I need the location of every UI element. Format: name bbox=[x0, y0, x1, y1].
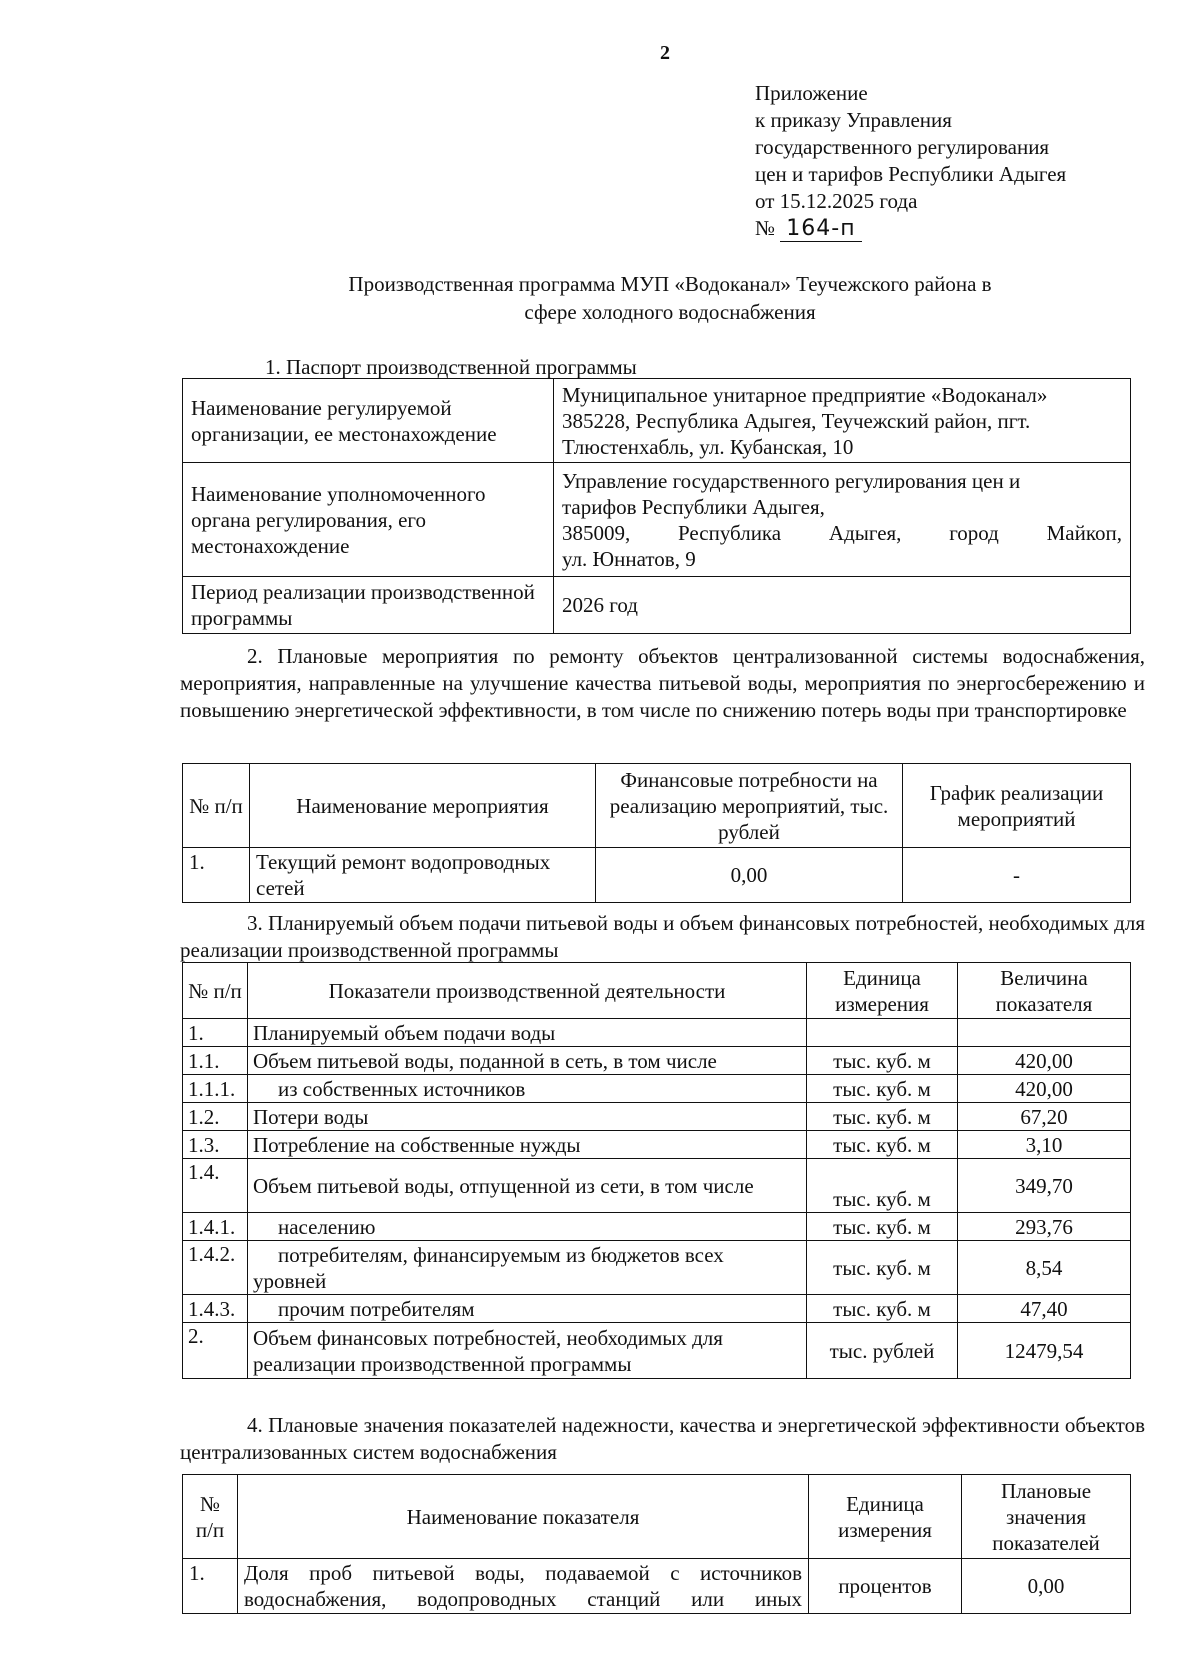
cell-unit: тыс. куб. м bbox=[807, 1075, 958, 1103]
table-row bbox=[183, 1213, 1131, 1241]
section3-heading bbox=[180, 910, 1145, 964]
table-row bbox=[183, 1103, 1131, 1131]
passport-value: 2026 год bbox=[554, 577, 1131, 634]
cell-value: 47,40 bbox=[958, 1295, 1131, 1323]
passport-table bbox=[182, 378, 1131, 634]
passport-label: Период реализации производственной программы bbox=[183, 577, 554, 634]
cell-unit: тыс. куб. м bbox=[807, 1103, 958, 1131]
cell-unit: тыс. куб. м bbox=[807, 1047, 958, 1075]
value-line: тарифов Республики Адыгея, bbox=[562, 494, 825, 519]
cell-unit: тыс. куб. м bbox=[807, 1241, 958, 1295]
appendix-block bbox=[755, 80, 1175, 242]
document-number-prefix: № bbox=[755, 216, 776, 240]
page-number: 2 bbox=[660, 42, 670, 64]
cell-name: Объем финансовых потребностей, необходимых для реализации производственной программы bbox=[248, 1323, 807, 1379]
table-row bbox=[183, 463, 1131, 577]
title-line: сфере холодного водоснабжения bbox=[524, 300, 816, 324]
appendix-line: к приказу Управления bbox=[755, 108, 952, 132]
cell-value: 8,54 bbox=[958, 1241, 1131, 1295]
column-header-num: № п/п bbox=[183, 764, 250, 848]
cell-name: из собственных источников bbox=[248, 1075, 807, 1103]
table-row bbox=[183, 1075, 1131, 1103]
value-line: Муниципальное унитарное предприятие «Водоканал» bbox=[562, 382, 1048, 407]
cell-num: 2. bbox=[183, 1323, 248, 1379]
document-number-value: 164-п bbox=[780, 216, 861, 242]
passport-value bbox=[554, 463, 1131, 577]
table-row bbox=[183, 1241, 1131, 1295]
cell-finance: 0,00 bbox=[596, 848, 903, 903]
section2-text: Плановые мероприятия по ремонту объектов централизованной системы водоснабжения, мероприятия, направленные на улучшение качества питьевой воды, мероприятия по энергосбережению и повышению энергетической эффективности, в том числе по снижению потерь воды при транспортировке bbox=[180, 644, 1145, 722]
column-header-name: Наименование мероприятия bbox=[250, 764, 596, 848]
table-row bbox=[183, 379, 1131, 463]
column-header-num: № п/п bbox=[183, 963, 248, 1019]
appendix-line: государственного регулирования bbox=[755, 135, 1050, 159]
cell-value: 349,70 bbox=[958, 1159, 1131, 1213]
cell-num: 1. bbox=[183, 1019, 248, 1047]
cell-name: Потери воды bbox=[248, 1103, 807, 1131]
measures-table bbox=[182, 763, 1131, 903]
cell-name: Потребление на собственные нужды bbox=[248, 1131, 807, 1159]
value-line: Тлюстенхабль, ул. Кубанская, 10 bbox=[562, 434, 854, 459]
cell-unit: тыс. куб. м bbox=[807, 1295, 958, 1323]
cell-num: 1.1. bbox=[183, 1047, 248, 1075]
value-line: Управление государственного регулирования цен и bbox=[562, 468, 1021, 493]
title-line: Производственная программа МУП «Водоканал» Теучежского района в bbox=[348, 272, 992, 296]
cell-unit: тыс. рублей bbox=[807, 1323, 958, 1379]
appendix-line: от 15.12.2025 года bbox=[755, 189, 918, 213]
column-header-name: Наименование показателя bbox=[238, 1475, 809, 1559]
table-row bbox=[183, 1559, 1131, 1614]
table-row bbox=[183, 848, 1131, 903]
column-header-name: Показатели производственной деятельности bbox=[248, 963, 807, 1019]
reliability-table bbox=[182, 1474, 1131, 1614]
passport-value bbox=[554, 379, 1131, 463]
column-header-num: № п/п bbox=[183, 1475, 238, 1559]
table-header-row bbox=[183, 764, 1131, 848]
passport-label: Наименование уполномоченного органа регулирования, его местонахождение bbox=[183, 463, 554, 577]
table-row bbox=[183, 1159, 1131, 1213]
section3-number: 3. bbox=[247, 911, 263, 935]
cell-name bbox=[238, 1559, 809, 1614]
cell-name: Планируемый объем подачи воды bbox=[248, 1019, 807, 1047]
section3-text: Планируемый объем подачи питьевой воды и объем финансовых потребностей, необходимых для реализации производственной программы bbox=[180, 911, 1146, 962]
cell-num: 1.4.2. bbox=[183, 1241, 248, 1295]
cell-unit bbox=[807, 1019, 958, 1047]
value-line: 385009, Республика Адыгея, город Майкоп, bbox=[562, 520, 1122, 545]
cell-num: 1. bbox=[183, 1559, 238, 1614]
cell-num: 1.3. bbox=[183, 1131, 248, 1159]
cell-name-text: потребителям, финансируемым из бюджетов всех уровней bbox=[253, 1242, 724, 1293]
cell-num: 1.2. bbox=[183, 1103, 248, 1131]
table-row bbox=[183, 1047, 1131, 1075]
cell-value: 0,00 bbox=[962, 1559, 1131, 1614]
column-header-unit: Единица измерения bbox=[807, 963, 958, 1019]
column-header-value: Плановые значения показателей bbox=[962, 1475, 1131, 1559]
table-header-row bbox=[183, 963, 1131, 1019]
cell-name: прочим потребителям bbox=[248, 1295, 807, 1323]
table-row bbox=[183, 1131, 1131, 1159]
cell-unit: тыс. куб. м bbox=[807, 1159, 958, 1213]
value-line: 385228, Республика Адыгея, Теучежский район, пгт. bbox=[562, 408, 1031, 433]
cell-unit: процентов bbox=[809, 1559, 962, 1614]
table-row bbox=[183, 577, 1131, 634]
table-row bbox=[183, 1019, 1131, 1047]
cell-value: 420,00 bbox=[958, 1075, 1131, 1103]
cell-name: Текущий ремонт водопроводных сетей bbox=[250, 848, 596, 903]
section4-text: Плановые значения показателей надежности, качества и энергетической эффективности объектов централизованных систем водоснабжения bbox=[180, 1413, 1146, 1464]
cell-num: 1.4.1. bbox=[183, 1213, 248, 1241]
column-header-unit: Единица измерения bbox=[809, 1475, 962, 1559]
document-title bbox=[180, 270, 1160, 326]
column-header-finance: Финансовые потребности на реализацию мероприятий, тыс. рублей bbox=[596, 764, 903, 848]
appendix-line: Приложение bbox=[755, 81, 868, 105]
cell-name: населению bbox=[248, 1213, 807, 1241]
table-row bbox=[183, 1323, 1131, 1379]
cell-value: 293,76 bbox=[958, 1213, 1131, 1241]
section4-heading bbox=[180, 1412, 1145, 1466]
document-number bbox=[755, 215, 1175, 242]
name-line: водоснабжения, водопроводных станций или иных bbox=[244, 1587, 802, 1611]
cell-value: 67,20 bbox=[958, 1103, 1131, 1131]
cell-num: 1.4. bbox=[183, 1159, 248, 1213]
section4-number: 4. bbox=[247, 1413, 263, 1437]
section2-number: 2. bbox=[247, 644, 263, 668]
cell-unit: тыс. куб. м bbox=[807, 1131, 958, 1159]
cell-value: 12479,54 bbox=[958, 1323, 1131, 1379]
cell-num: 1. bbox=[183, 848, 250, 903]
cell-value: 3,10 bbox=[958, 1131, 1131, 1159]
appendix-line: цен и тарифов Республики Адыгея bbox=[755, 162, 1067, 186]
cell-value: 420,00 bbox=[958, 1047, 1131, 1075]
section1-heading: 1. Паспорт производственной программы bbox=[265, 355, 637, 379]
column-header-value: Величина показателя bbox=[958, 963, 1131, 1019]
name-line: Доля проб питьевой воды, подаваемой с источников bbox=[244, 1561, 802, 1585]
cell-value bbox=[958, 1019, 1131, 1047]
cell-name: Объем питьевой воды, отпущенной из сети, в том числе bbox=[248, 1159, 807, 1213]
value-line: ул. Юннатов, 9 bbox=[562, 546, 696, 571]
column-header-schedule: График реализации мероприятий bbox=[903, 764, 1131, 848]
cell-schedule: - bbox=[903, 848, 1131, 903]
table-row bbox=[183, 1295, 1131, 1323]
cell-name: Объем питьевой воды, поданной в сеть, в том числе bbox=[248, 1047, 807, 1075]
cell-num: 1.1.1. bbox=[183, 1075, 248, 1103]
passport-label: Наименование регулируемой организации, ее местонахождение bbox=[183, 379, 554, 463]
indicators-table bbox=[182, 962, 1131, 1379]
table-header-row bbox=[183, 1475, 1131, 1559]
cell-num: 1.4.3. bbox=[183, 1295, 248, 1323]
section2-heading bbox=[180, 643, 1145, 724]
cell-unit: тыс. куб. м bbox=[807, 1213, 958, 1241]
cell-name bbox=[248, 1241, 807, 1295]
